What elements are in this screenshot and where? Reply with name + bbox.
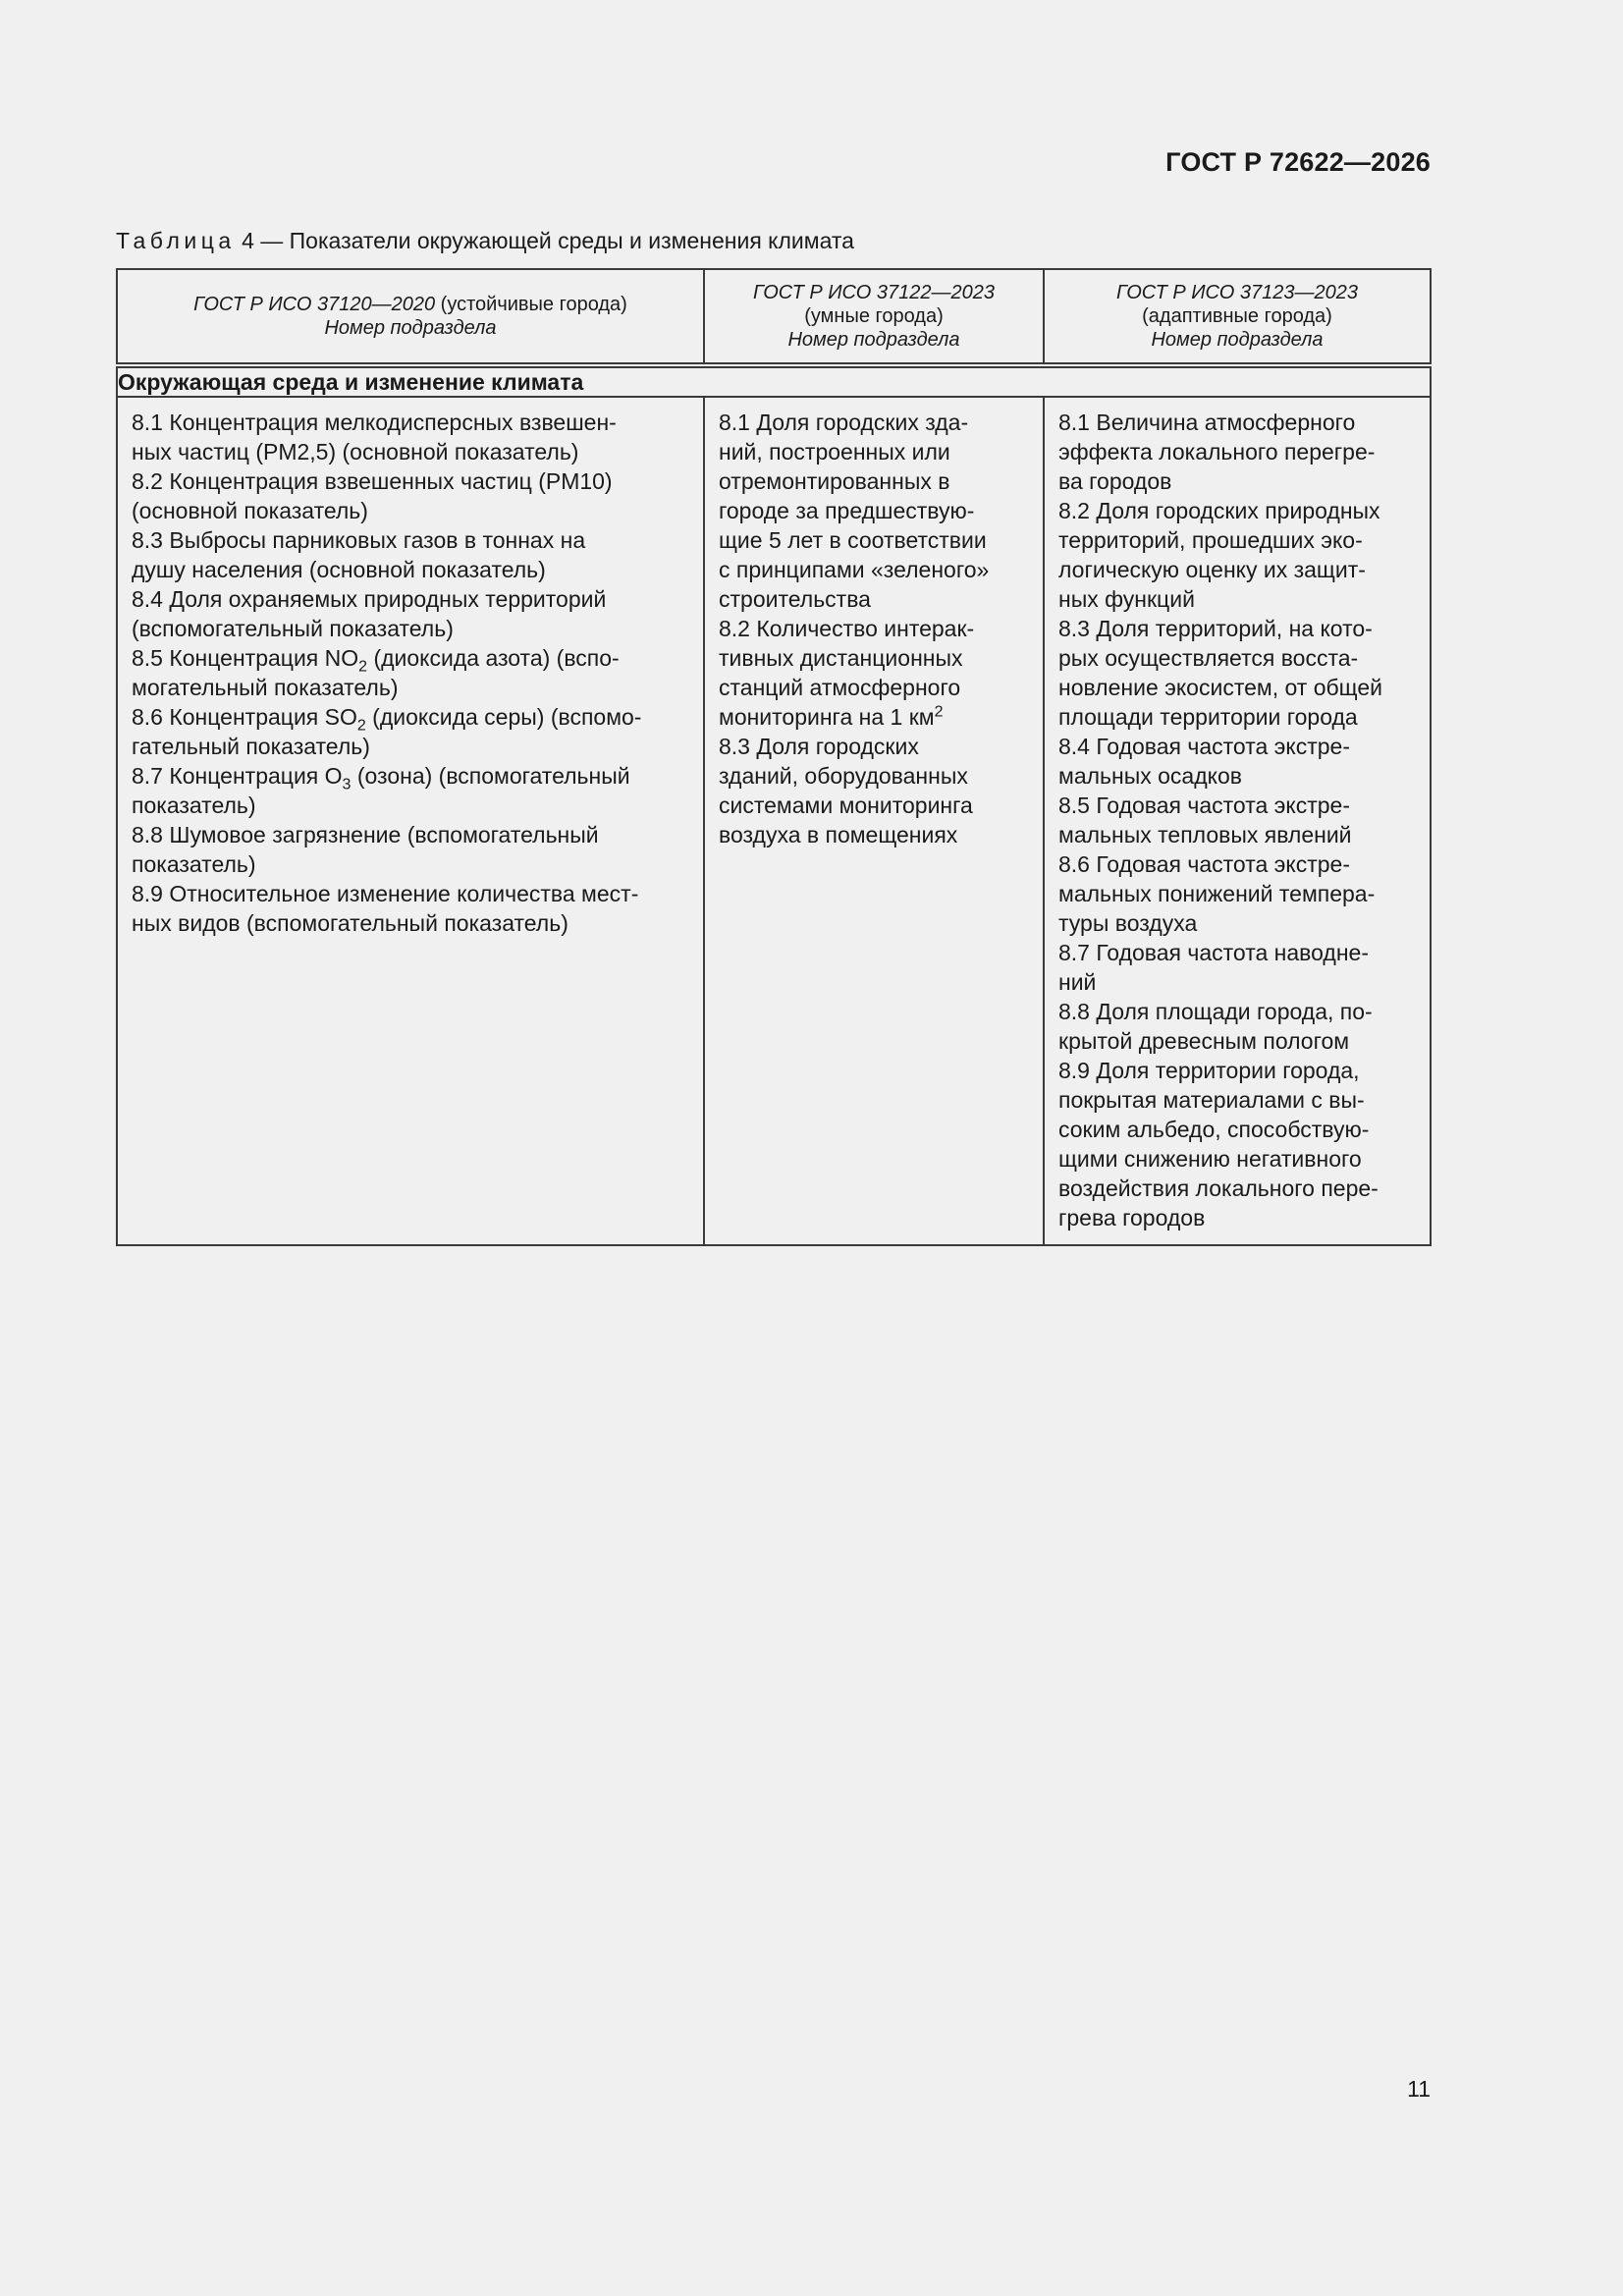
indicators-table bbox=[116, 268, 1432, 1246]
section-row bbox=[117, 365, 1431, 397]
text-line: ных частиц (PM2,5) (основной показатель) bbox=[132, 439, 579, 465]
text-line: гательный показатель) bbox=[132, 734, 370, 759]
text-line: щие 5 лет в соответствии bbox=[719, 527, 987, 553]
page-number: 11 bbox=[1407, 2076, 1431, 2102]
text-line: мальных осадков bbox=[1058, 763, 1242, 789]
text-line: 8.3 Доля территорий, на кото- bbox=[1058, 616, 1373, 641]
column-header-37123 bbox=[1044, 269, 1431, 365]
text-line: ных видов (вспомогательный показатель) bbox=[132, 910, 568, 936]
text-line: строительства bbox=[719, 586, 871, 612]
text-line: туры воздуха bbox=[1058, 910, 1198, 936]
table-caption bbox=[116, 228, 854, 254]
column-header-subtitle: (умные города) bbox=[804, 305, 944, 327]
text-line: 8.3 Доля городских bbox=[719, 734, 919, 759]
text-line: 8.2 Концентрация взвешенных частиц (PM10) bbox=[132, 468, 613, 494]
text-line: воздуха в помещениях bbox=[719, 822, 958, 847]
text-line: могательный показатель) bbox=[132, 675, 399, 700]
text-line: 8.7 Годовая частота наводне- bbox=[1058, 940, 1369, 965]
text-line: покрытая материалами с вы- bbox=[1058, 1087, 1365, 1113]
text-line-so2: 8.6 Концентрация $SO_2$ (диоксида серы) (вспомо- bbox=[132, 704, 642, 735]
text-line: 8.2 Количество интерак- bbox=[719, 616, 975, 641]
column-header-subtitle: (устойчивые города) bbox=[435, 294, 627, 315]
text-line: ва городов bbox=[1058, 468, 1172, 494]
text-line-no2: 8.5 Концентрация $NO_2$ (диоксида азота) (вспо- bbox=[132, 645, 620, 676]
text-line: (вспомогательный показатель) bbox=[132, 616, 454, 641]
text-line: показатель) bbox=[132, 851, 256, 877]
cell-37123-items bbox=[1044, 397, 1431, 1245]
column-header-37122 bbox=[704, 269, 1044, 365]
text-line: 8.9 Доля территории города, bbox=[1058, 1058, 1360, 1083]
text-line: системами мониторинга bbox=[719, 793, 973, 818]
column-header-note: Номер подраздела bbox=[1151, 329, 1324, 351]
text-line: 8.4 Годовая частота экстре- bbox=[1058, 734, 1351, 759]
text-line: новление экосистем, от общей bbox=[1058, 675, 1382, 700]
text-line: эффекта локального перегре- bbox=[1058, 439, 1376, 465]
text-line: тивных дистанционных bbox=[719, 645, 963, 671]
column-header-note: Номер подраздела bbox=[324, 317, 497, 339]
text-line: ний bbox=[1058, 969, 1097, 995]
text-line: воздействия локального пере- bbox=[1058, 1175, 1379, 1201]
text-line: зданий, оборудованных bbox=[719, 763, 968, 789]
text-line: 8.8 Шумовое загрязнение (вспомогательный bbox=[132, 822, 599, 847]
text-line: крытой древесным пологом bbox=[1058, 1028, 1350, 1054]
text-line-km2: мониторинга на 1 $км^2$ bbox=[719, 703, 944, 730]
text-line: ний, построенных или bbox=[719, 439, 950, 465]
cell-37120-items bbox=[117, 397, 704, 1245]
text-line: с принципами «зеленого» bbox=[719, 557, 990, 582]
column-header-standard: ГОСТ Р ИСО 37120—2020 bbox=[193, 294, 436, 315]
table-caption-label: Таблица bbox=[116, 228, 236, 253]
text-line: мальных понижений темпера- bbox=[1058, 881, 1376, 906]
text-line: 8.2 Доля городских природных bbox=[1058, 498, 1380, 523]
text-line: 8.3 Выбросы парниковых газов в тоннах на bbox=[132, 527, 586, 553]
column-header-standard: ГОСТ Р ИСО 37122—2023 bbox=[753, 282, 995, 303]
text-line: 8.1 Величина атмосферного bbox=[1058, 410, 1356, 435]
text-line: 8.6 Годовая частота экстре- bbox=[1058, 851, 1351, 877]
table-body-row bbox=[117, 397, 1431, 1245]
text-line-o3: 8.7 Концентрация $O_3$ (озона) (вспомогательный bbox=[132, 763, 630, 793]
document-code: ГОСТ Р 72622—2026 bbox=[1165, 147, 1431, 177]
text-line: (основной показатель) bbox=[132, 498, 368, 523]
table-caption-text: 4 — Показатели окружающей среды и изменения климата bbox=[235, 228, 854, 253]
column-header-standard: ГОСТ Р ИСО 37123—2023 bbox=[1116, 282, 1358, 303]
text-line: щими снижению негативного bbox=[1058, 1146, 1362, 1172]
column-header-note: Номер подраздела bbox=[787, 329, 960, 351]
column-header-37120 bbox=[117, 269, 704, 365]
text-line: показатель) bbox=[132, 793, 256, 818]
text-line: мальных тепловых явлений bbox=[1058, 822, 1352, 847]
text-line: станций атмосферного bbox=[719, 675, 961, 700]
text-line: городе за предшествую- bbox=[719, 498, 975, 523]
text-line: логическую оценку их защит- bbox=[1058, 557, 1366, 582]
text-line: ных функций bbox=[1058, 586, 1195, 612]
text-line: рых осуществляется восста- bbox=[1058, 645, 1359, 671]
text-line: 8.8 Доля площади города, по- bbox=[1058, 999, 1373, 1024]
column-header-subtitle: (адаптивные города) bbox=[1142, 305, 1332, 327]
section-title: Окружающая среда и изменение климата bbox=[117, 365, 1431, 397]
text-line: 8.1 Доля городских зда- bbox=[719, 410, 969, 435]
text-line: территорий, прошедших эко- bbox=[1058, 527, 1363, 553]
text-line: 8.5 Годовая частота экстре- bbox=[1058, 793, 1351, 818]
text-line: 8.9 Относительное изменение количества мест- bbox=[132, 881, 639, 906]
text-line: душу населения (основной показатель) bbox=[132, 557, 546, 582]
cell-37122-items bbox=[704, 397, 1044, 1245]
text-line: 8.4 Доля охраняемых природных территорий bbox=[132, 586, 607, 612]
table-header-row bbox=[117, 269, 1431, 365]
text-line: соким альбедо, способствую- bbox=[1058, 1117, 1370, 1142]
text-line: грева городов bbox=[1058, 1205, 1206, 1230]
text-line: отремонтированных в bbox=[719, 468, 950, 494]
text-line: 8.1 Концентрация мелкодисперсных взвешен- bbox=[132, 410, 617, 435]
text-line: площади территории города bbox=[1058, 704, 1358, 730]
